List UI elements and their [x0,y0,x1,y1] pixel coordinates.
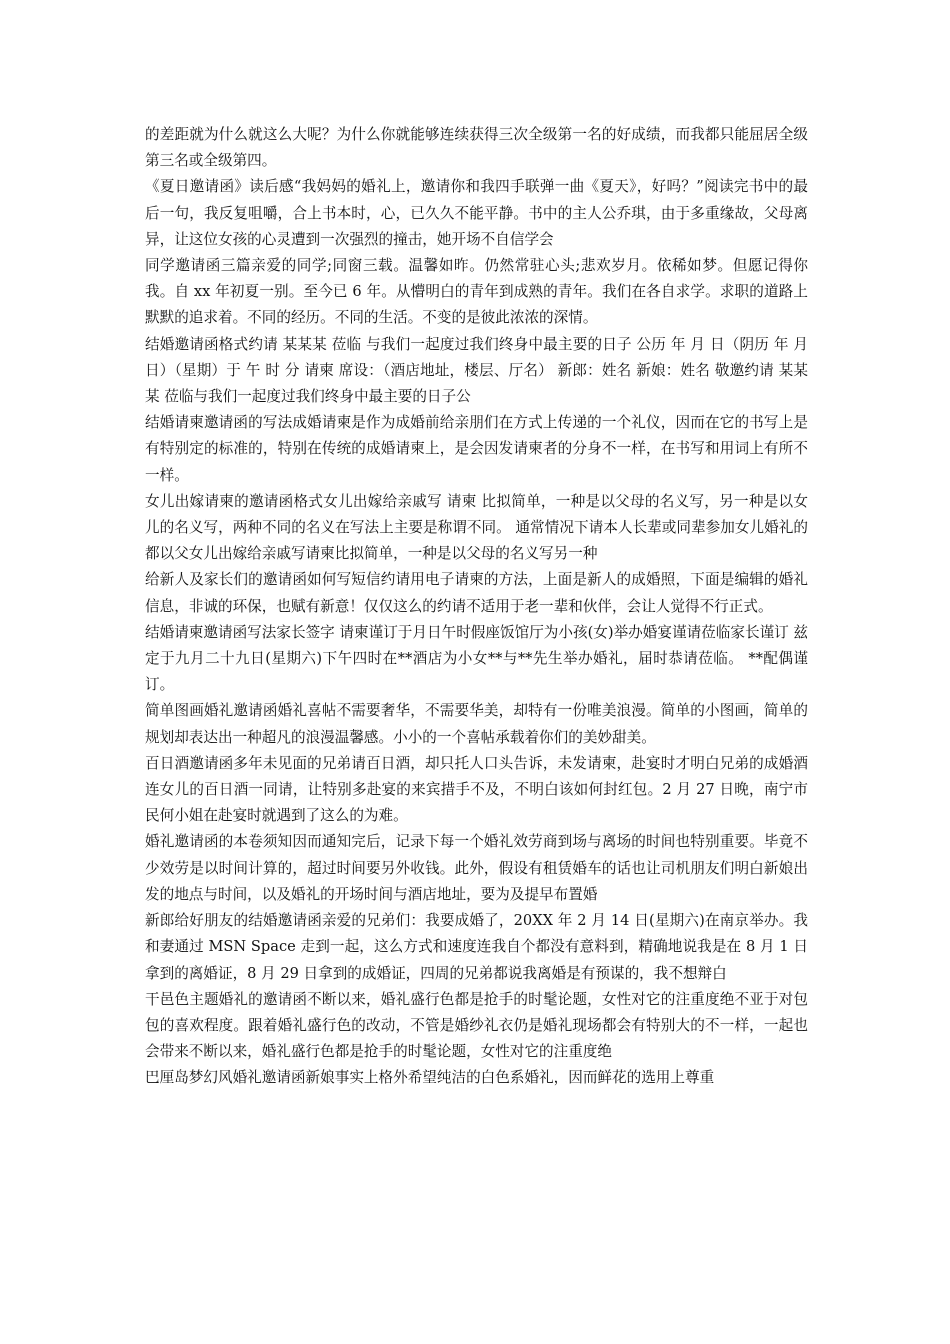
paragraph: 简单图画婚礼邀请函婚礼喜帖不需要奢华，不需要华美，却特有一份唯美浪漫。简单的小图画，简单的规划却表达出一种超凡的浪漫温馨感。小小的一个喜帖承载着你们的美妙甜美。 [145,702,808,746]
document-body [145,122,808,1092]
paragraph: 百日酒邀请函多年未见面的兄弟请百日酒，却只托人口头告诉，未发请柬，赴宴时才明白兄弟的成婚酒连女儿的百日酒一同请，让特别多赴宴的来宾措手不及，不明白该如何封红包。2 月 27 日晚，南宁市民何小姐在赴宴时就遇到了这么的为难。 [145,754,808,825]
paragraph: 同学邀请函三篇亲爱的同学;同窗三载。温馨如昨。仍然常驻心头;悲欢岁月。依稀如梦。但愿记得你我。自 xx 年初夏一别。至今已 6 年。从懵明白的青年到成熟的青年。我们在各自求学。求职的道路上默默的追求着。不同的经历。不同的生活。不变的是彼此浓浓的深情。 [145,257,808,327]
paragraph: 女儿出嫁请柬的邀请函格式女儿出嫁给亲戚写 请柬 比拟简单，一种是以父母的名义写，另一种是以女儿的名义写，两种不同的名义在写法上主要是称谓不同。 通常情况下请本人长辈或同辈参加女儿婚礼的都以父女儿出嫁给亲戚写请柬比拟简单，一种是以父母的名义写另一种 [145,492,808,563]
paragraph: 的差距就为什么就这么大呢？为什么你就能够连续获得三次全级第一名的好成绩，而我都只能屈居全级第三名或全级第四。 [145,126,808,170]
paragraph: 结婚请柬邀请函写法家长签字 请柬谨订于月日午时假座饭馆厅为小孩(女)举办婚宴谨请莅临家长谨订 兹定于九月二十九日(星期六)下午四时在**酒店为小女**与**先生举办婚礼，届时恭请莅临。 **配偶谨订。 [145,623,808,694]
paragraph: 给新人及家长们的邀请函如何写短信约请用电子请柬的方法，上面是新人的成婚照，下面是编辑的婚礼信息，非诚的环保，也赋有新意！仅仅这么的约请不适用于老一辈和伙伴，会让人觉得不行正式。 [145,571,808,615]
paragraph: 干邑色主题婚礼的邀请函不断以来，婚礼盛行色都是抢手的时髦论题，女性对它的注重度绝不亚于对包包的喜欢程度。跟着婚礼盛行色的改动，不管是婚纱礼衣仍是婚礼现场都会有特别大的不一样，一起也会带来不断以来，婚礼盛行色都是抢手的时髦论题，女性对它的注重度绝 [145,990,808,1061]
paragraph: 结婚邀请函格式约请 某某某 莅临 与我们一起度过我们终身中最主要的日子 公历 年 月 日（阴历 年 月 日）（星期）于 午 时 分 请柬 席设：（酒店地址，楼层、厅名） 新郎：姓名 新娘：姓名 敬邀约请 某某某 莅临与我们一起度过我们终身中最主要的日子公 [145,335,808,406]
paragraph: 《夏日邀请函》读后感“我妈妈的婚礼上，邀请你和我四手联弹一曲《夏天》，好吗？”阅读完书中的最后一句，我反复咀嚼，合上书本时，心，已久久不能平静。书中的主人公乔琪，由于多重缘故，父母离异，让这位女孩的心灵遭到一次强烈的撞击，她开场不自信学会 [145,178,808,248]
paragraph: 结婚请柬邀请函的写法成婚请柬是作为成婚前给亲朋们在方式上传递的一个礼仪，因而在它的书写上是有特别定的标准的，特别在传统的成婚请柬上，是会因发请柬者的分身不一样，在书写和用词上有所不一样。 [145,414,808,484]
paragraph: 巴厘岛梦幻风婚礼邀请函新娘事实上格外希望纯洁的白色系婚礼，因而鲜花的选用上尊重 [145,1069,715,1087]
paragraph: 新郎给好朋友的结婚邀请函亲爱的兄弟们：我要成婚了，20XX 年 2 月 14 日(星期六)在南京举办。我和妻通过 MSN Space 走到一起，这么方式和速度连我自个都没有意料到，精确地说我是在 8 月 1 日拿到的离婚证，8 月 29 日拿到的成婚证，四周的兄弟都说我离婚是有预谋的，我不想辩白 [145,912,808,982]
paragraph: 婚礼邀请函的本卷须知因而通知完后，记录下每一个婚礼效劳商到场与离场的时间也特别重要。毕竟不少效劳是以时间计算的，超过时间要另外收钱。此外，假设有租赁婚车的话也让司机朋友们明白新娘出发的地点与时间，以及婚礼的开场时间与酒店地址，要为及提早布置婚 [145,833,808,903]
